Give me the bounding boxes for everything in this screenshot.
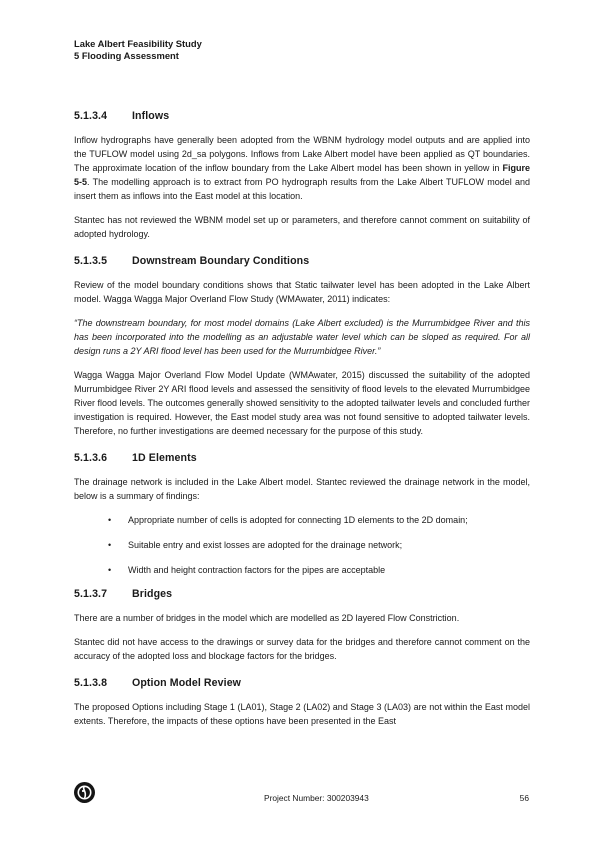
paragraph-inflows-1 xyxy=(74,133,530,203)
text-run: Inflow hydrographs have generally been adopted from the WBNM hydrology model outputs and are applied into the TUFLOW model using 2d_sa polygons. Inflows from Lake Albert model have been applied as QT boundaries. The approximate location of the inflow boundary from the Lake Albert model has been shown in yellow in xyxy=(74,135,530,173)
bullet-icon: • xyxy=(108,540,112,550)
heading-title: Inflows xyxy=(132,110,170,122)
heading-option-review xyxy=(74,677,530,689)
page-number: 56 xyxy=(519,793,529,803)
heading-bridges xyxy=(74,588,530,600)
heading-title: Downstream Boundary Conditions xyxy=(132,255,310,267)
heading-number: 5.1.3.4 xyxy=(74,110,108,122)
bullet-icon: • xyxy=(108,565,112,575)
heading-number: 5.1.3.5 xyxy=(74,255,108,267)
header-section: 5 Flooding Assessment xyxy=(74,50,179,61)
list-item xyxy=(74,513,530,527)
heading-title: Bridges xyxy=(132,588,173,600)
page-footer xyxy=(74,782,529,806)
heading-title: Option Model Review xyxy=(132,677,242,689)
project-number: Project Number: 300203943 xyxy=(264,793,369,803)
text-run: . The modelling approach is to extract from PO hydrograph results from the Lake Albert TUFLOW model and insert them as inflows into the East model at this location. xyxy=(74,177,530,201)
findings-list xyxy=(74,513,530,577)
paragraph-1d-elements: The drainage network is included in the Lake Albert model. Stantec reviewed the drainage network in the model, below is a summary of findings: xyxy=(74,477,530,501)
block-quote: “The downstream boundary, for most model domains (Lake Albert excluded) is the Murrumbidgee River and this has been incorporated into the modelling as an adjustable water level which can be sloped as required. For all design runs a 2Y ARI flood level has been used for the Murrumbidgee River.” xyxy=(74,318,530,356)
paragraph-downstream-2: Wagga Wagga Major Overland Flow Model Update (WMAwater, 2015) discussed the suitability of the adopted Murrumbidgee River 2Y ARI flood levels and assessed the sensitivity of flood levels to the elevated Murrumbidgee River flood levels. The outcomes generally showed sensitivity to the adopted tailwater levels and concluded further investigation is required. However, the East model study area was not found sensitive to adopted tailwater levels. Therefore, no further investigations are deemed necessary for the purpose of this study. xyxy=(74,370,530,436)
paragraph-option-review: The proposed Options including Stage 1 (LA01), Stage 2 (LA02) and Stage 3 (LA03) are not within the East model extents. Therefore, the impacts of these options have been presented in the East xyxy=(74,702,530,726)
paragraph-inflows-2: Stantec has not reviewed the WBNM model set up or parameters, and therefore cannot comment on suitability of adopted hydrology. xyxy=(74,215,530,239)
list-item xyxy=(74,563,530,577)
heading-1d-elements xyxy=(74,452,530,464)
paragraph-bridges-2: Stantec did not have access to the drawings or survey data for the bridges and therefore cannot comment on the accuracy of the adopted loss and blockage factors for the bridges. xyxy=(74,637,530,661)
running-header xyxy=(74,38,202,62)
list-item-text: Width and height contraction factors for the pipes are acceptable xyxy=(128,565,386,575)
list-item xyxy=(74,538,530,552)
stantec-logo-icon xyxy=(74,782,95,803)
heading-title: 1D Elements xyxy=(132,452,197,464)
list-item-text: Suitable entry and exist losses are adopted for the drainage network; xyxy=(128,540,403,550)
heading-number: 5.1.3.8 xyxy=(74,677,108,689)
list-item-text: Appropriate number of cells is adopted for connecting 1D elements to the 2D domain; xyxy=(128,515,468,525)
figure-reference[interactable]: Figure 5-5 xyxy=(74,163,530,187)
heading-inflows xyxy=(74,110,530,122)
header-title: Lake Albert Feasibility Study xyxy=(74,38,202,49)
heading-downstream xyxy=(74,255,530,267)
heading-number: 5.1.3.6 xyxy=(74,452,108,464)
paragraph-downstream-1: Review of the model boundary conditions shows that Static tailwater level has been adopted in the Lake Albert model. Wagga Wagga Major Overland Flow Study (WMAwater, 2011) indicates: xyxy=(74,280,530,304)
heading-number: 5.1.3.7 xyxy=(74,588,108,600)
paragraph-bridges-1: There are a number of bridges in the model which are modelled as 2D layered Flow Constriction. xyxy=(74,613,460,623)
bullet-icon: • xyxy=(108,515,112,525)
main-content xyxy=(74,110,530,738)
